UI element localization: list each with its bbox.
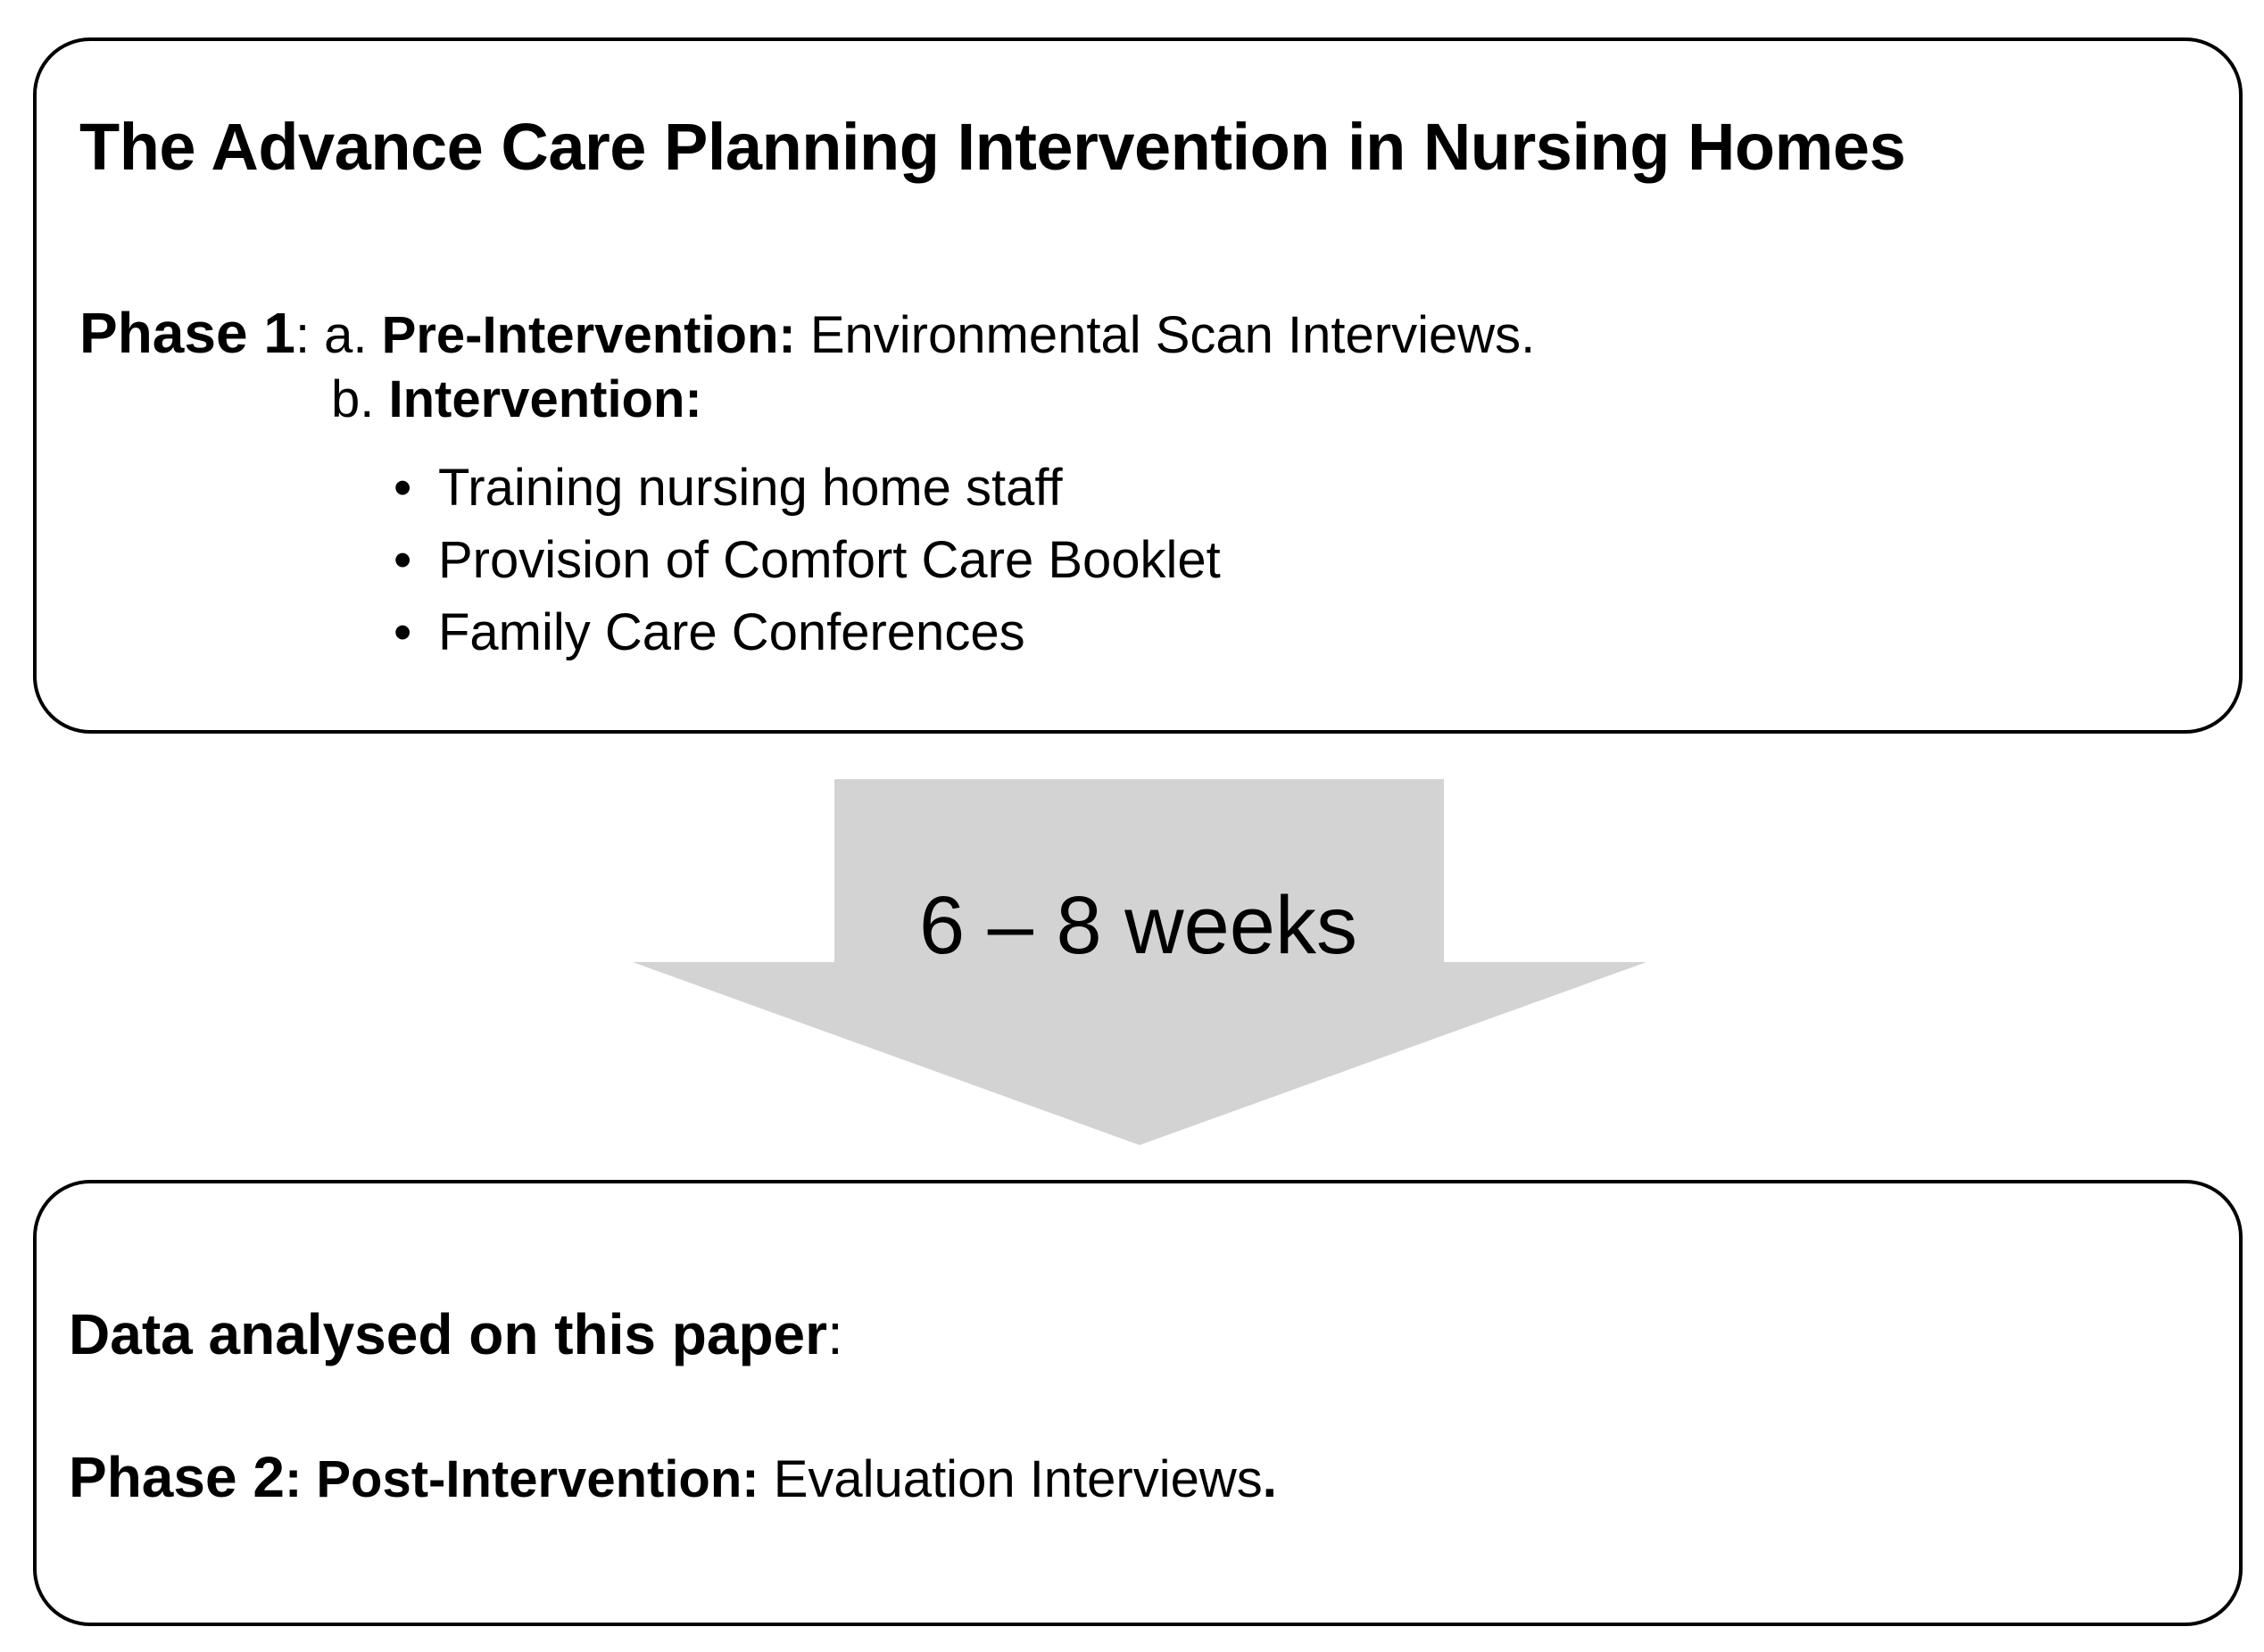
pre-intervention-text: Environmental Scan Interviews. [795, 306, 1536, 364]
pre-intervention-heading: Pre-Intervention: [381, 306, 796, 364]
bullet-icon: • [394, 459, 412, 517]
phase1-label: Phase 1 [79, 301, 295, 365]
bullet-icon: • [394, 603, 412, 661]
phase2-line [69, 1444, 1277, 1510]
arrow-duration-label: 6 – 8 weeks [919, 880, 1357, 971]
intervention-heading: Intervention: [388, 370, 702, 428]
phase1-line [79, 300, 1535, 366]
item-b-marker: b. [331, 370, 389, 428]
intervention-line [331, 369, 702, 429]
phase2-separator: : [284, 1450, 317, 1508]
phase1-separator: : [294, 306, 325, 364]
list-item: • Training nursing home staff [394, 452, 1221, 524]
data-analysed-heading: Data analysed on this paper: [69, 1302, 843, 1366]
list-item: • Provision of Comfort Care Booklet [394, 524, 1221, 596]
item-a-marker: a. [324, 306, 382, 364]
list-item: • Family Care Conferences [394, 596, 1221, 668]
post-intervention-text: Evaluation Interviews [759, 1450, 1263, 1508]
post-intervention-heading: Post-Intervention: [316, 1450, 759, 1508]
intervention-bullet-list [394, 452, 1221, 668]
bullet-icon: • [394, 531, 412, 589]
diagram-title: The Advance Care Planning Intervention in Nursing Homes [79, 110, 1906, 184]
intervention-box [33, 37, 2243, 734]
analysis-box [33, 1180, 2243, 1626]
phase2-period: . [1262, 1450, 1277, 1508]
phase2-label: Phase 2 [69, 1445, 285, 1509]
